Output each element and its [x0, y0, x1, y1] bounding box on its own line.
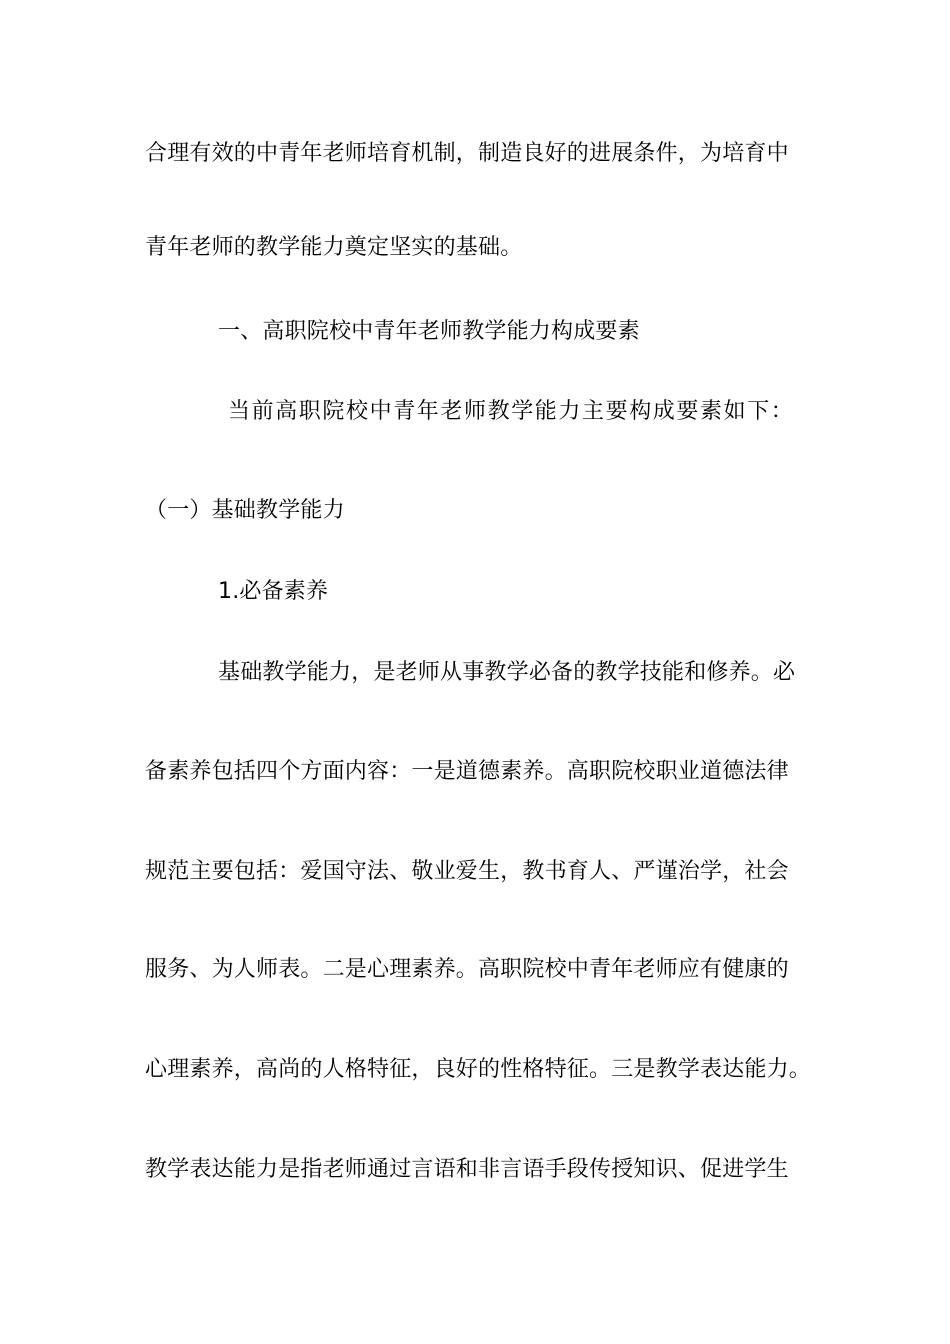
paragraph-line: 当前高职院校中青年老师教学能力主要构成要素如下：	[228, 399, 795, 424]
paragraph-line: 心理素养，高尚的人格特征，良好的性格特征。三是教学表达能力。	[145, 1057, 812, 1082]
paragraph-line: 教学表达能力是指老师通过言语和非言语手段传授知识、促进学生	[145, 1157, 789, 1182]
paragraph-line: 规范主要包括：爱国守法、敬业爱生，教书育人、严谨治学，社会	[145, 859, 789, 884]
item-heading: 1.必备素养	[218, 579, 329, 604]
subsection-heading: （一）基础教学能力	[145, 498, 345, 523]
paragraph-line: 服务、为人师表。二是心理素养。高职院校中青年老师应有健康的	[145, 957, 789, 982]
paragraph-line: 备素养包括四个方面内容：一是道德素养。高职院校职业道德法律	[145, 759, 789, 784]
paragraph-line: 合理有效的中青年老师培育机制，制造良好的进展条件，为培育中	[145, 141, 789, 166]
section-heading: 一、高职院校中青年老师教学能力构成要素	[218, 319, 640, 344]
paragraph-line: 基础教学能力，是老师从事教学必备的教学技能和修养。必	[218, 660, 796, 685]
paragraph-line: 青年老师的教学能力奠定坚实的基础。	[145, 235, 523, 260]
